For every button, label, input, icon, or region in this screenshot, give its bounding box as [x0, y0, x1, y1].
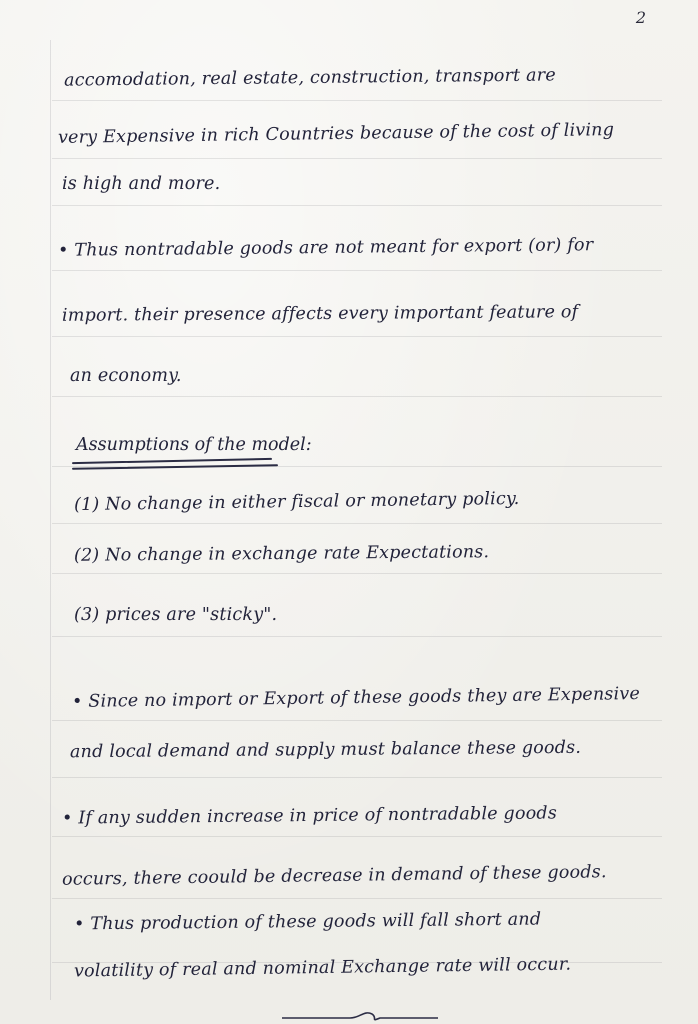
section-heading: Assumptions of the model: [76, 435, 312, 455]
page-number: 2 [635, 8, 646, 27]
ruled-line [52, 636, 662, 637]
ruled-line [52, 898, 662, 899]
text-line: • Thus production of these goods will fall short and [73, 909, 542, 935]
ruled-line [52, 573, 662, 574]
margin-line [50, 40, 51, 1000]
text-line: and local demand and supply must balance these goods. [69, 737, 582, 763]
ruled-line [52, 100, 662, 101]
text-line: is high and more. [62, 174, 221, 194]
ruled-line [52, 720, 662, 721]
text-line: import. their presence affects every important feature of [61, 302, 579, 326]
text-line: • Since no import or Export of these goods they are Expensive [71, 684, 641, 712]
text-line: an economy. [70, 366, 182, 386]
assumption-item: (3) prices are "sticky". [74, 605, 278, 625]
text-line: • If any sudden increase in price of nontradable goods [61, 803, 558, 829]
ruled-line [52, 270, 662, 271]
ruled-line [52, 523, 662, 524]
text-line: occurs, there coould be decrease in demand of these goods. [61, 862, 607, 890]
assumption-item: (2) No change in exchange rate Expectations. [73, 542, 490, 566]
ruled-line [52, 205, 662, 206]
end-squiggle [280, 1006, 440, 1024]
ruled-line [52, 777, 662, 778]
ruled-line [52, 396, 662, 397]
text-line: volatility of real and nominal Exchange rate will occur. [73, 954, 572, 982]
text-line: • Thus nontradable goods are not meant for export (or) for [57, 235, 594, 261]
ruled-line [52, 158, 662, 159]
ruled-line [52, 336, 662, 337]
text-line: accomodation, real estate, construction, transport are [63, 65, 556, 91]
text-line: very Expensive in rich Countries because of the cost of living [57, 120, 615, 148]
ruled-line [52, 836, 662, 837]
assumption-item: (1) No change in either fiscal or monetary policy. [73, 488, 520, 516]
heading-underline [72, 458, 272, 464]
